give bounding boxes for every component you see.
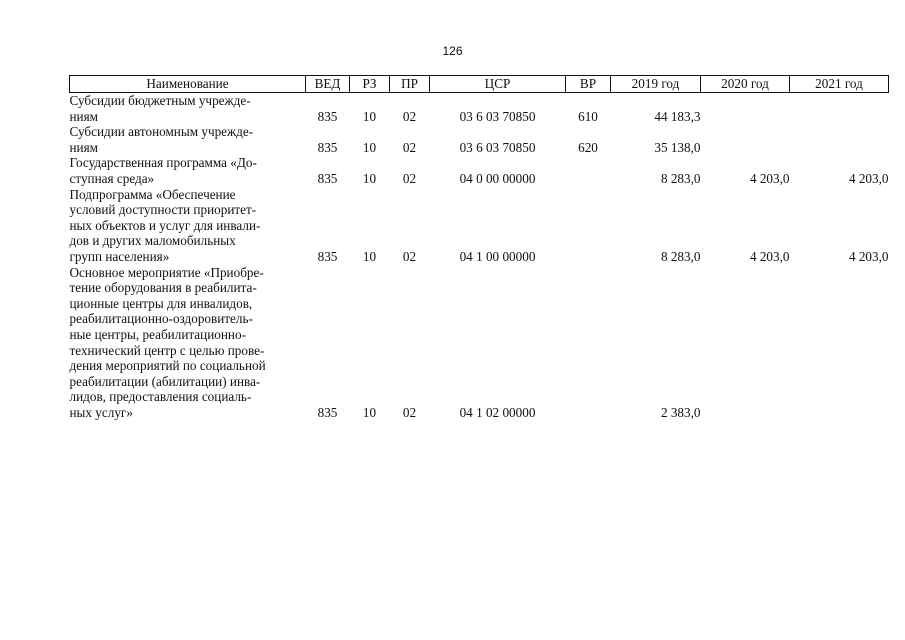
cell-y2021: 4 203,0: [848, 170, 889, 186]
header-2019: 2019 год: [611, 76, 701, 93]
cell-name-line: ниям: [69, 139, 99, 155]
cell-name-line: Государственная программа «До-: [69, 155, 257, 171]
cell-y2020: 4 203,0: [749, 170, 790, 186]
cell-ved: 835: [317, 170, 338, 186]
cell-name-line: ных объектов и услуг для инвали-: [69, 217, 261, 233]
cell-y2019: 2 383,0: [660, 404, 701, 420]
cell-name: [70, 124, 306, 155]
cell-name: [70, 187, 306, 265]
cell-rz: 10: [362, 170, 377, 186]
cell-name-line: условий доступности приоритет-: [69, 202, 257, 218]
cell-pr: 02: [402, 170, 417, 186]
cell-ved: 835: [317, 404, 338, 420]
header-rz: РЗ: [350, 76, 390, 93]
budget-table: [69, 75, 889, 420]
cell-vr: [566, 187, 611, 265]
cell-y2019: 8 283,0: [660, 170, 701, 186]
cell-csr: 04 1 02 00000: [459, 404, 536, 420]
cell-name-line: Субсидии автономным учрежде-: [69, 124, 254, 140]
cell-y2020: 4 203,0: [749, 248, 790, 264]
cell-name: [70, 155, 306, 186]
cell-name-line: ных услуг»: [69, 404, 133, 420]
header-vr: ВР: [566, 76, 611, 93]
table-row: [70, 93, 889, 125]
cell-name-line: Подпрограмма «Обеспечение: [69, 186, 236, 202]
cell-csr: 03 6 03 70850: [459, 139, 536, 155]
cell-rz: 10: [362, 404, 377, 420]
cell-name: [70, 93, 306, 125]
table-row: [70, 155, 889, 186]
header-ved: ВЕД: [306, 76, 350, 93]
cell-name-line: технический центр с целью прове-: [69, 342, 265, 358]
cell-name-line: реабилитационно-оздоровитель-: [69, 311, 253, 327]
cell-ved: 835: [317, 248, 338, 264]
cell-y2019: 8 283,0: [660, 248, 701, 264]
cell-y2020: [701, 93, 790, 125]
cell-pr: 02: [402, 404, 417, 420]
cell-name: [70, 265, 306, 421]
cell-name-line: реабилитации (абилитации) инва-: [69, 373, 261, 389]
table-row: [70, 124, 889, 155]
cell-rz: 10: [362, 248, 377, 264]
cell-vr: 610: [578, 108, 598, 124]
cell-name-line: Субсидии бюджетным учрежде-: [69, 93, 251, 108]
cell-csr: 03 6 03 70850: [459, 108, 536, 124]
cell-name-line: ступная среда»: [69, 170, 155, 186]
cell-name-line: групп населения»: [69, 248, 170, 264]
cell-y2021: [790, 265, 889, 421]
cell-y2021: [790, 93, 889, 125]
cell-csr: 04 0 00 00000: [459, 170, 536, 186]
table-body: [70, 93, 889, 421]
cell-ved: 835: [317, 139, 338, 155]
table-row: [70, 187, 889, 265]
cell-name-line: ниям: [69, 108, 99, 124]
cell-name-line: дов и других маломобильных: [69, 233, 236, 249]
cell-y2019: 44 183,3: [654, 108, 701, 124]
cell-rz: 10: [362, 139, 377, 155]
cell-name-line: лидов, предоставления социаль-: [69, 389, 252, 405]
page-number: 126: [442, 44, 463, 58]
cell-name-line: ные центры, реабилитационно-: [69, 326, 246, 342]
cell-y2020: [701, 124, 790, 155]
cell-csr: 04 1 00 00000: [459, 248, 536, 264]
table-header-row: [70, 76, 889, 93]
header-pr: ПР: [390, 76, 430, 93]
cell-y2020: [701, 265, 790, 421]
cell-vr: 620: [578, 139, 598, 155]
cell-vr: [566, 265, 611, 421]
cell-name-line: тение оборудования в реабилита-: [69, 280, 257, 296]
cell-pr: 02: [402, 139, 417, 155]
header-csr: ЦСР: [430, 76, 566, 93]
cell-name-line: ционные центры для инвалидов,: [69, 295, 253, 311]
cell-pr: 02: [402, 248, 417, 264]
table-row: [70, 265, 889, 421]
header-2021: 2021 год: [790, 76, 889, 93]
cell-name-line: Основное мероприятие «Приобре-: [69, 264, 264, 280]
header-name: Наименование: [70, 76, 306, 93]
cell-y2021: 4 203,0: [848, 248, 889, 264]
cell-y2019: 35 138,0: [654, 139, 701, 155]
cell-rz: 10: [362, 108, 377, 124]
cell-vr: [566, 155, 611, 186]
header-2020: 2020 год: [701, 76, 790, 93]
cell-name-line: дения мероприятий по социальной: [69, 358, 266, 374]
cell-ved: 835: [317, 108, 338, 124]
cell-pr: 02: [402, 108, 417, 124]
cell-y2021: [790, 124, 889, 155]
